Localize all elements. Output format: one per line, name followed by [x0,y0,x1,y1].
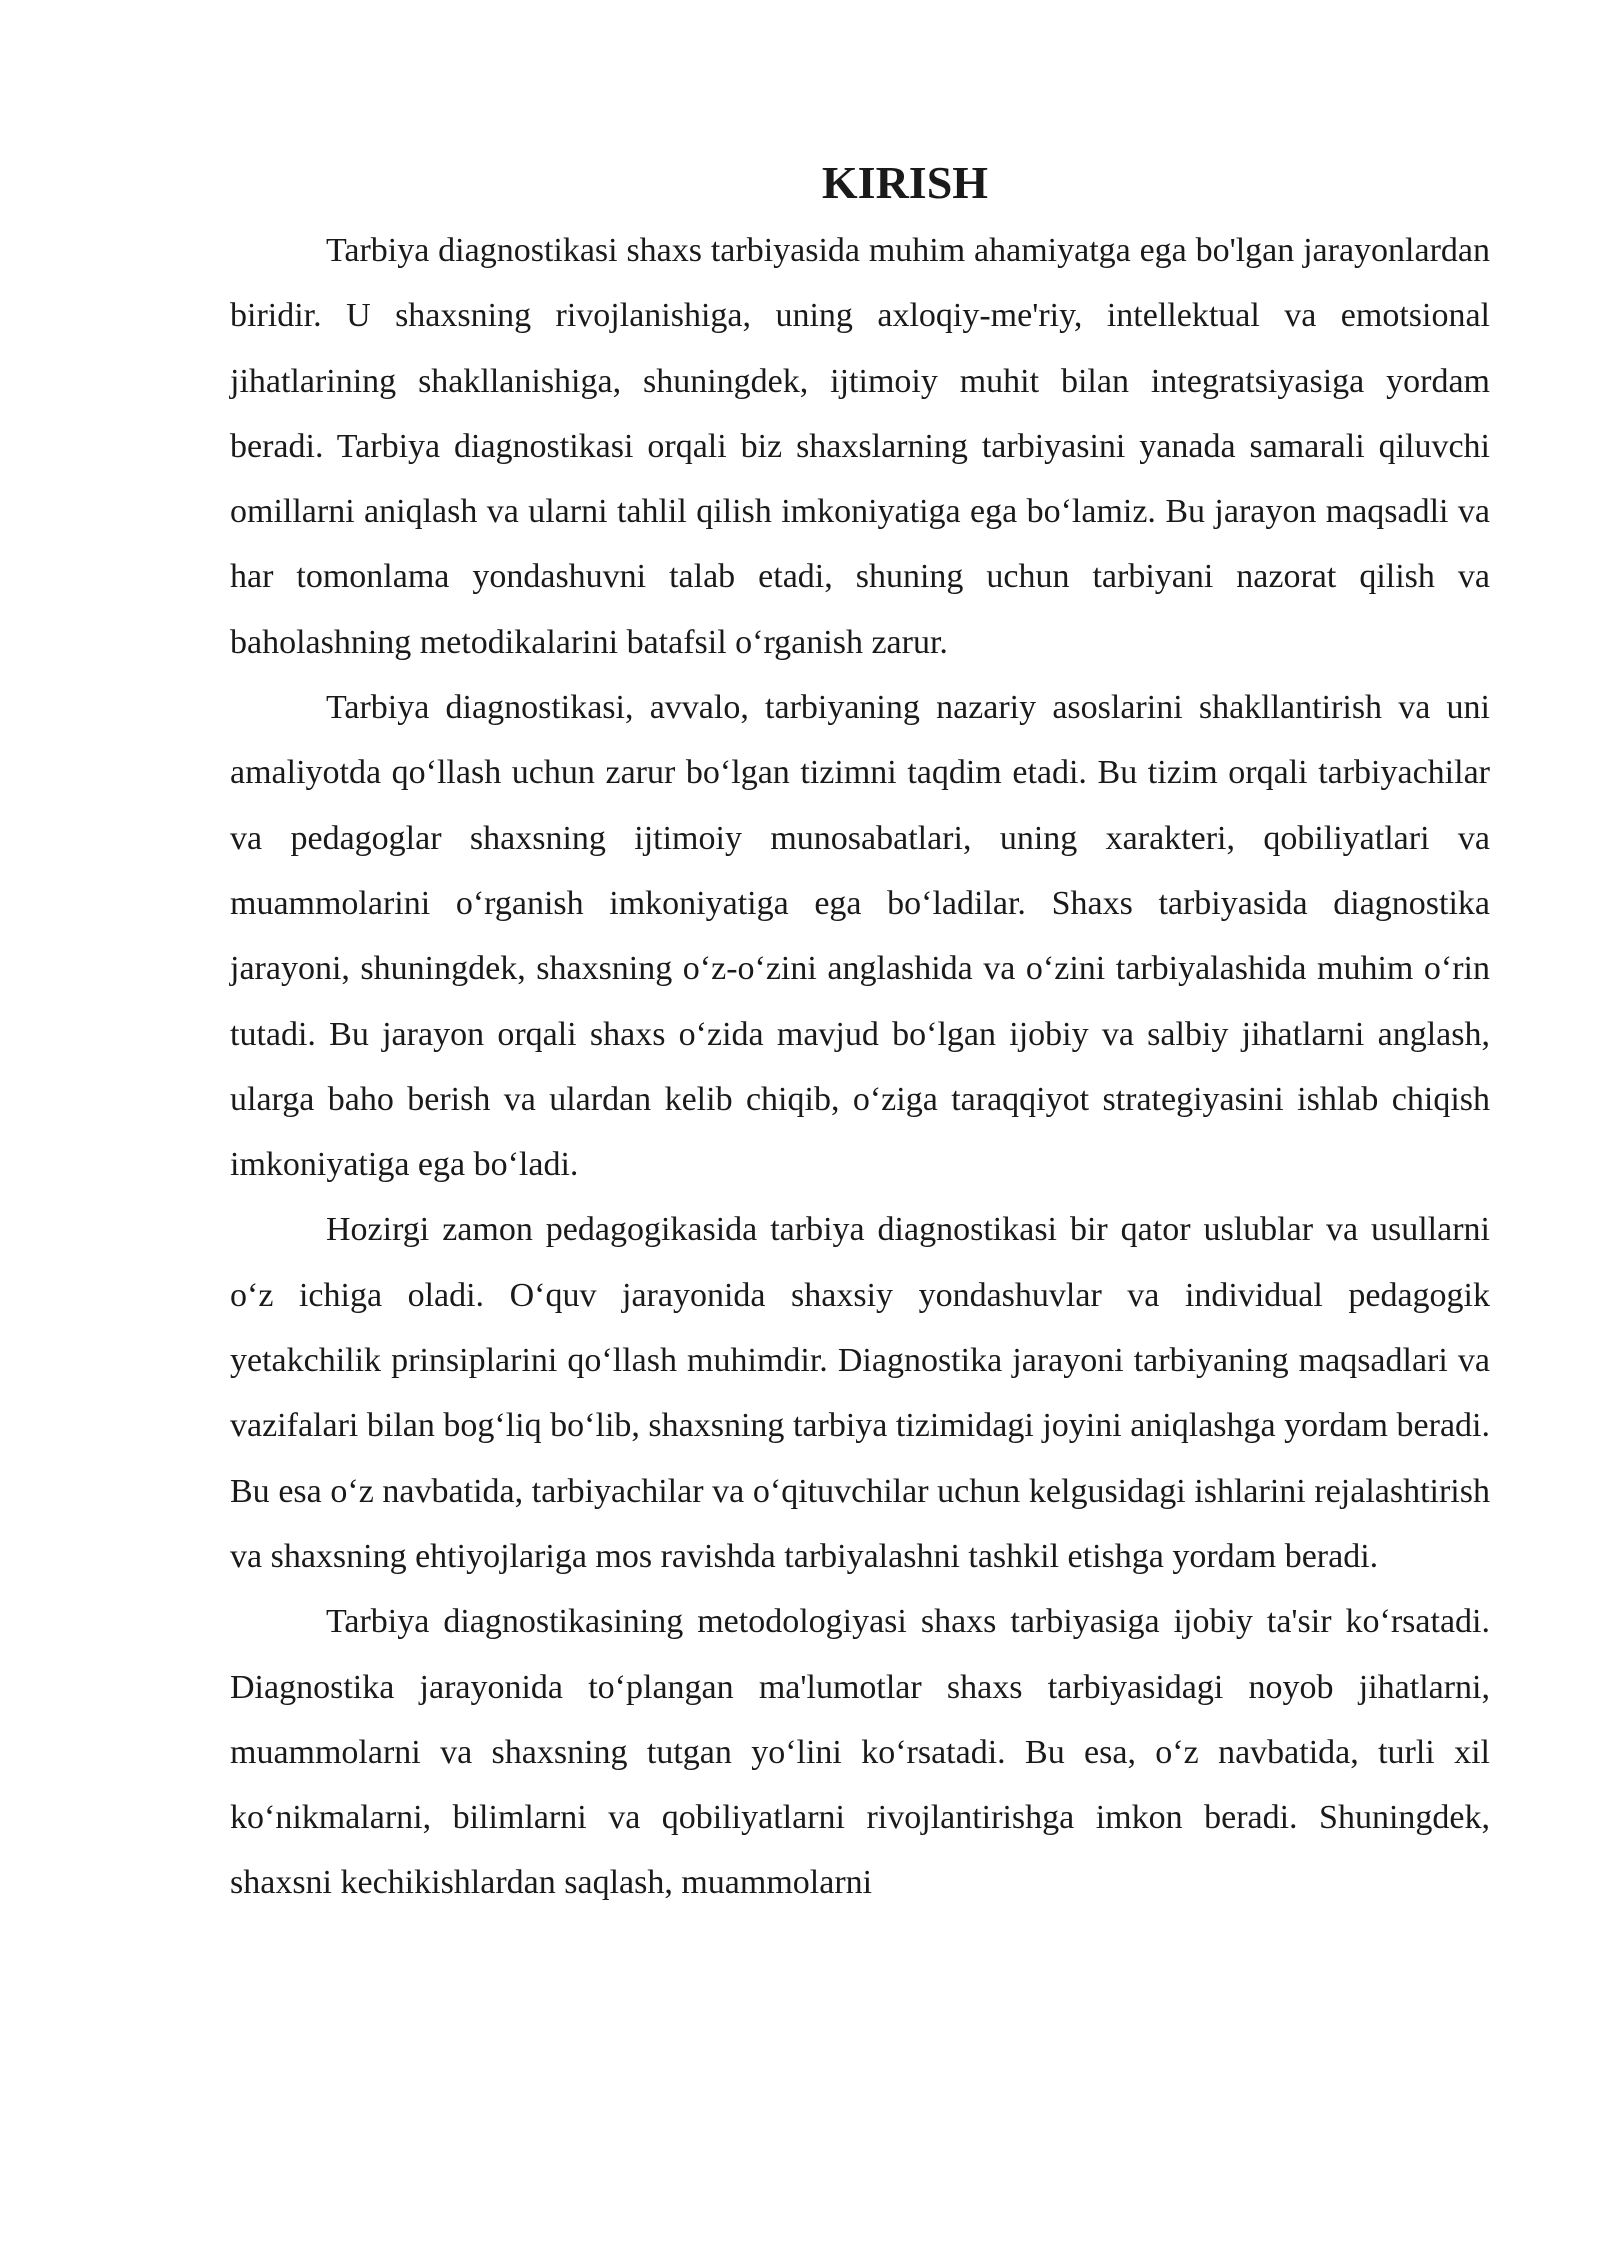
paragraph-2: Tarbiya diagnostikasi, avvalo, tarbiyaning nazariy asoslarini shakllantirish va uni amaliyotda qo‘llash uchun zarur bo‘lgan tizimni taqdim etadi. Bu tizim orqali tarbiyachilar va pedagoglar shaxsning ijtimoiy munosabatlari, uning xarakteri, qobiliyatlari va muammolarini o‘rganish imkoniyatiga ega bo‘ladilar. Shaxs tarbiyasida diagnostika jarayoni, shuningdek, shaxsning o‘z-o‘zini anglashida va o‘zini tarbiyalashida muhim o‘rin tutadi. Bu jarayon orqali shaxs o‘zida mavjud bo‘lgan ijobiy va salbiy jihatlarni anglash, ularga baho berish va ulardan kelib chiqib, o‘ziga taraqqiyot strategiyasini ishlab chiqish imkoniyatiga ega bo‘ladi. [230,689,1490,1184]
paragraph-1: Tarbiya diagnostikasi shaxs tarbiyasida muhim ahamiyatga ega bo'lgan jarayonlardan biridir. U shaxsning rivojlanishiga, uning axloqiy-me'riy, intellektual va emotsional jihatlarining shakllanishiga, shuningdek, ijtimoiy muhit bilan integratsiyasiga yordam beradi. Tarbiya diagnostikasi orqali biz shaxslarning tarbiyasini yanada samarali qiluvchi omillarni aniqlash va ularni tahlil qilish imkoniyatiga ega bo‘lamiz. Bu jarayon maqsadli va har tomonlama yondashuvni talab etadi, shuning uchun tarbiyani nazorat qilish va baholashning metodikalarini batafsil o‘rganish zarur. [230,232,1490,661]
paragraph-3: Hozirgi zamon pedagogikasida tarbiya diagnostikasi bir qator uslublar va usullarni o‘z ichiga oladi. O‘quv jarayonida shaxsiy yondashuvlar va individual pedagogik yetakchilik prinsiplarini qo‘llash muhimdir. Diagnostika jarayoni tarbiyaning maqsadlari va vazifalari bilan bog‘liq bo‘lib, shaxsning tarbiya tizimidagi joyini aniqlashga yordam beradi. Bu esa o‘z navbatida, tarbiyachilar va o‘qituvchilar uchun kelgusidagi ishlarini rejalashtirish va shaxsning ehtiyojlariga mos ravishda tarbiyalashni tashkil etishga yordam beradi. [230,1211,1490,1575]
page-title: KIRISH [821,157,989,208]
page-content [230,148,1490,1916]
paragraph-4: Tarbiya diagnostikasining metodologiyasi shaxs tarbiyasiga ijobiy ta'sir ko‘rsatadi. Diagnostika jarayonida to‘plangan ma'lumotlar shaxs tarbiyasidagi noyob jihatlarni, muammolarni va shaxsning tutgan yo‘lini ko‘rsatadi. Bu esa, o‘z navbatida, turli xil ko‘nikmalarni, bilimlarni va qobiliyatlarni rivojlantirishga imkon beradi. Shuningdek, shaxsni kechikishlardan saqlash, muammolarni [230,1603,1490,1902]
